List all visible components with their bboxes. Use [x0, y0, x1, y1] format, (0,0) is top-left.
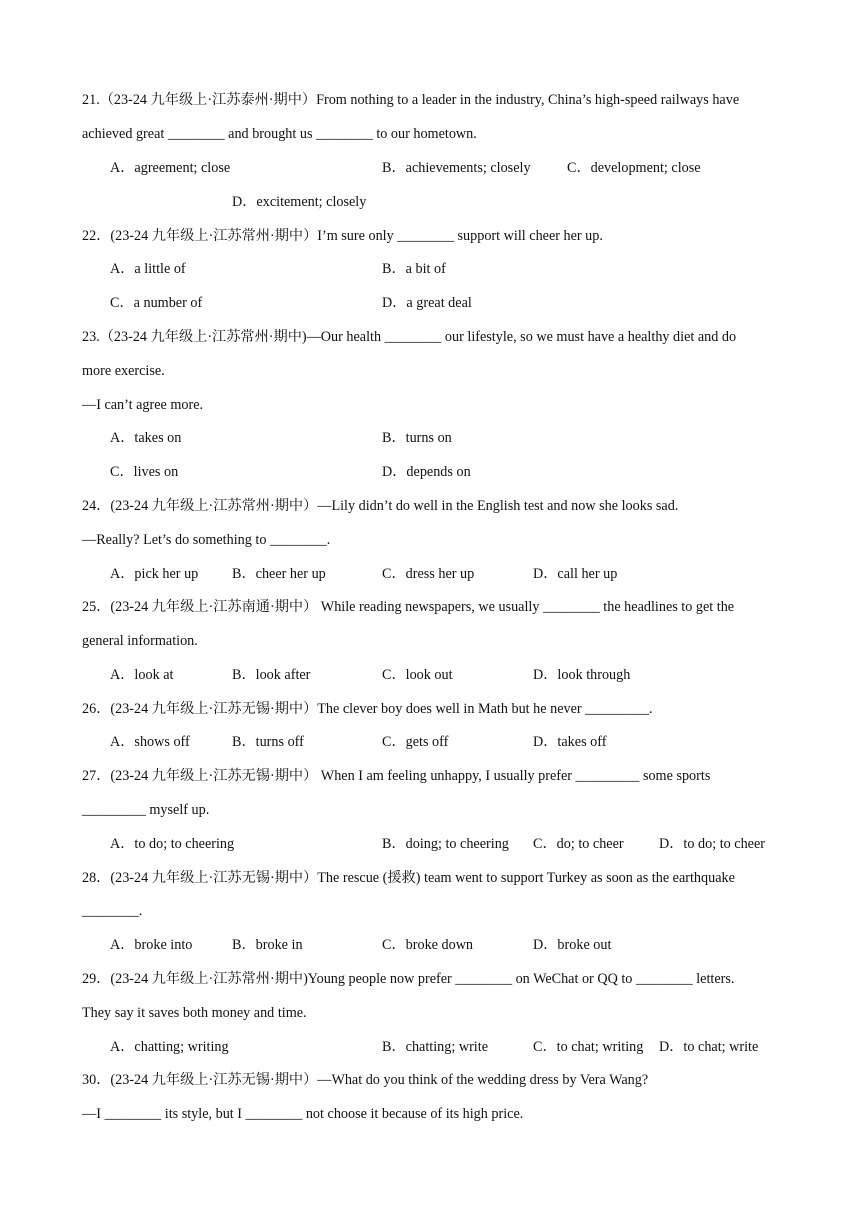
question-text: —Really? Let’s do something to ________.	[82, 532, 331, 548]
option-a: A．look at	[110, 667, 174, 683]
option-c: C．development; close	[567, 160, 701, 176]
option-a: A．takes on	[110, 430, 182, 446]
question-text: 30．(23-24 九年级上·江苏无锡·期中）—What do you think of the wedding dress by Vera Wang?	[82, 1072, 649, 1088]
option-b: B．broke in	[232, 937, 303, 953]
question-text: 29．(23-24 九年级上·江苏常州·期中)Young people now prefer ________ on WeChat or QQ to ________ letters.	[82, 971, 735, 987]
option-d: D．to do; to cheer	[659, 836, 765, 852]
question-text: achieved great ________ and brought us ________ to our hometown.	[82, 126, 477, 142]
option-c: C．look out	[382, 667, 453, 683]
option-b: B．a bit of	[382, 261, 446, 277]
question-text: 28．(23-24 九年级上·江苏无锡·期中）The rescue (援救) team went to support Turkey as soon as the earthquake	[82, 870, 735, 886]
option-b: B．turns on	[382, 430, 452, 446]
question-text: 27．(23-24 九年级上·江苏无锡·期中） When I am feeling unhappy, I usually prefer _________ some sports	[82, 768, 711, 784]
option-d: D．broke out	[533, 937, 612, 953]
question-text: They say it saves both money and time.	[82, 1005, 307, 1021]
question-text: _________ myself up.	[82, 802, 210, 818]
option-b: B．turns off	[232, 734, 304, 750]
option-a: A．shows off	[110, 734, 190, 750]
question-text: 26．(23-24 九年级上·江苏无锡·期中）The clever boy does well in Math but he never _________.	[82, 701, 653, 717]
option-d: D．call her up	[533, 566, 618, 582]
option-d: D．a great deal	[382, 295, 472, 311]
option-b: B．cheer her up	[232, 566, 326, 582]
option-b: B．achievements; closely	[382, 160, 531, 176]
question-text: —I ________ its style, but I ________ not choose it because of its high price.	[82, 1106, 524, 1122]
option-b: B．look after	[232, 667, 311, 683]
question-text: 24．(23-24 九年级上·江苏常州·期中）—Lily didn’t do well in the English test and now she looks sad.	[82, 498, 679, 514]
question-text: 22．(23-24 九年级上·江苏常州·期中）I’m sure only ________ support will cheer her up.	[82, 228, 603, 244]
question-text: —I can’t agree more.	[82, 397, 204, 413]
option-d: D．takes off	[533, 734, 607, 750]
option-c: C．broke down	[382, 937, 474, 953]
option-c: C．gets off	[382, 734, 449, 750]
option-a: A．pick her up	[110, 566, 199, 582]
question-text: 21.（23-24 九年级上·江苏泰州·期中）From nothing to a leader in the industry, China’s high-speed railways have	[82, 92, 740, 108]
option-d: D．depends on	[382, 464, 471, 480]
option-c: C．to chat; writing	[533, 1039, 644, 1055]
option-d: D．look through	[533, 667, 631, 683]
option-c: C．a number of	[110, 295, 203, 311]
question-text: 25．(23-24 九年级上·江苏南通·期中） While reading newspapers, we usually ________ the headlines to get the	[82, 599, 735, 615]
option-b: B．chatting; write	[382, 1039, 488, 1055]
option-d: D．to chat; write	[659, 1039, 759, 1055]
option-c: C．do; to cheer	[533, 836, 624, 852]
question-text: ________.	[82, 903, 143, 919]
option-a: A．agreement; close	[110, 160, 231, 176]
question-text: 23.（23-24 九年级上·江苏常州·期中)—Our health ________ our lifestyle, so we must have a healthy diet and do	[82, 329, 737, 345]
option-c: C．lives on	[110, 464, 179, 480]
question-text: general information.	[82, 633, 198, 649]
option-a: A．a little of	[110, 261, 186, 277]
option-b: B．doing; to cheering	[382, 836, 509, 852]
option-d: D．excitement; closely	[232, 194, 367, 210]
option-c: C．dress her up	[382, 566, 475, 582]
question-text: more exercise.	[82, 363, 165, 379]
option-a: A．to do; to cheering	[110, 836, 235, 852]
option-a: A．chatting; writing	[110, 1039, 229, 1055]
option-a: A．broke into	[110, 937, 193, 953]
